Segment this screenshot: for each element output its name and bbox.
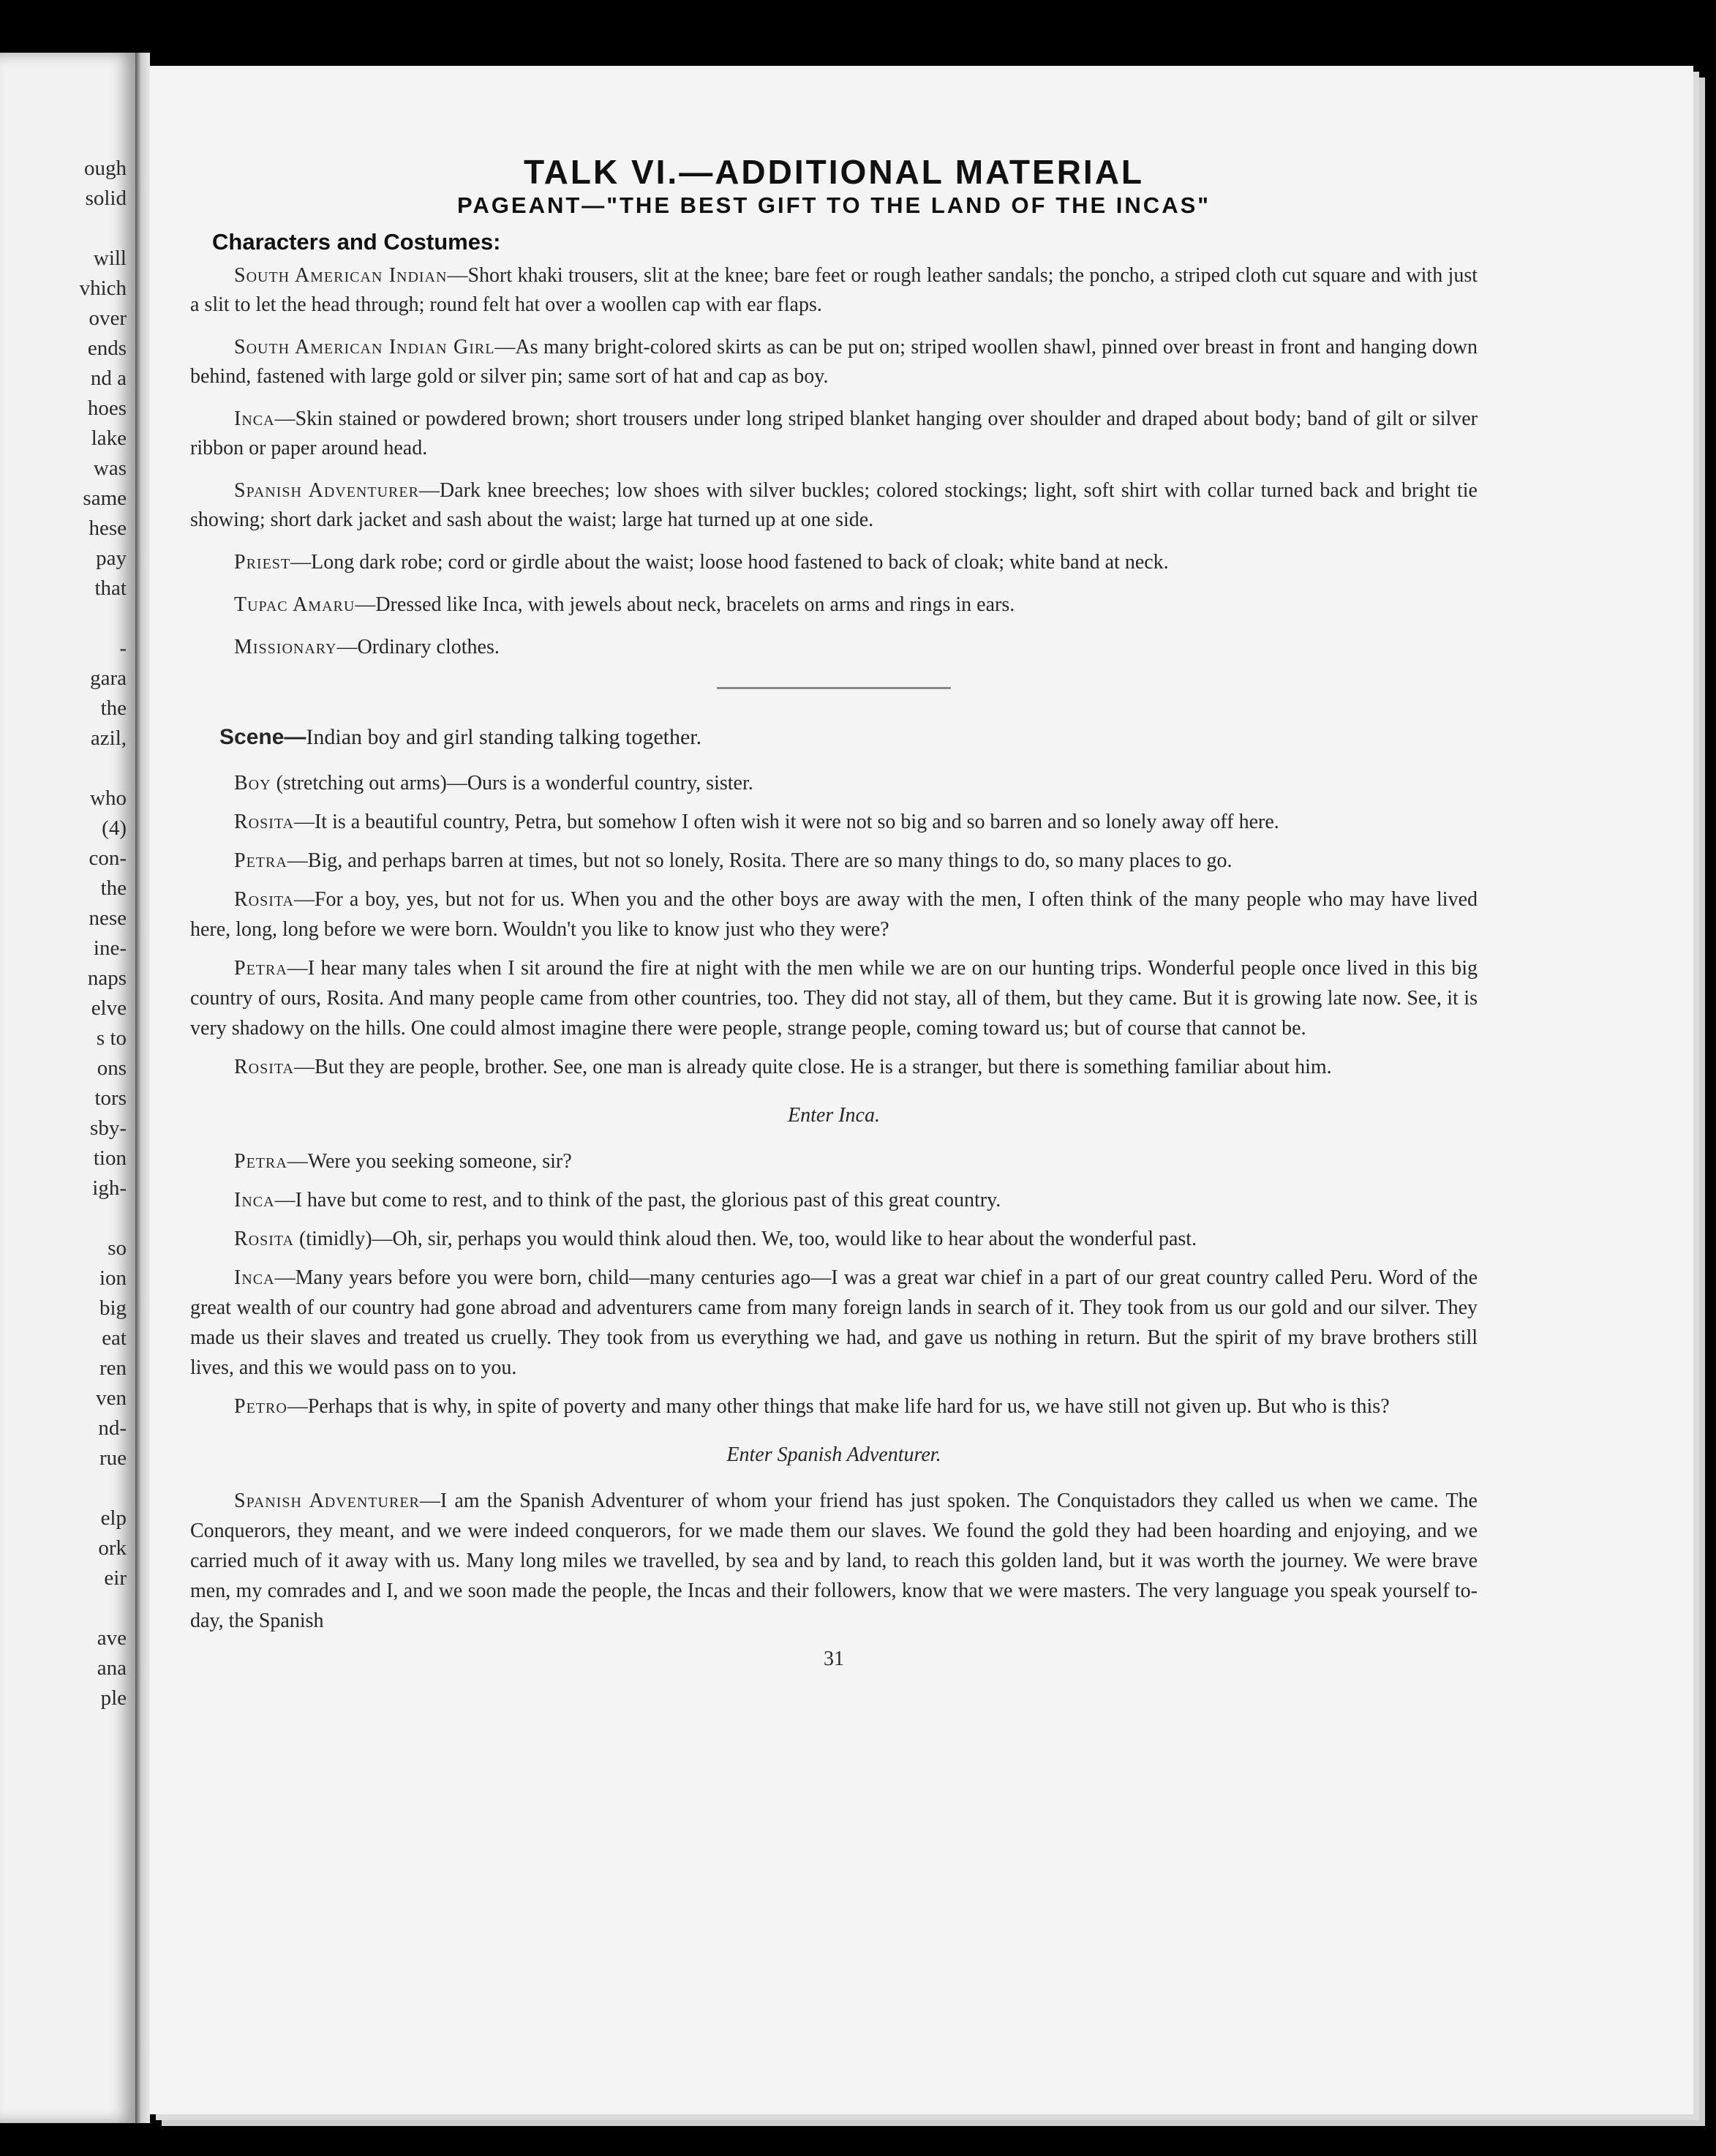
dialogue-line [190, 1263, 1478, 1383]
left-page-fragment: who [90, 786, 127, 810]
dialogue-line [190, 846, 1478, 876]
left-page-fragment: (4) [102, 816, 127, 840]
section-divider [717, 687, 951, 689]
dialogue-line [190, 1224, 1478, 1254]
left-page-fragment: ends [87, 337, 127, 360]
left-page-fragment: big [99, 1296, 127, 1320]
left-page-fragment: ana [97, 1656, 127, 1680]
dialogue-text: —I am the Spanish Adventurer of whom your friend has just spoken. The Conquistadors they called us when we came. The Conquerors, they meant, and we were indeed conquerors, for we made them our slaves. We found the gold they had been hoarding and enjoying, and we carried much of it away with us. Many long miles we travelled, by sea and by land, to reach this golden land, but it was worth the journey. We were brave men, my comrades and I, and we soon made the people, the Incas and their followers, know that we were masters. The very language you speak yourself to-day, the Spanish [190, 1490, 1478, 1632]
character-name: South American Indian [234, 264, 448, 287]
left-page-fragment: was [93, 457, 127, 480]
left-page-fragment: over [89, 307, 127, 330]
speaker-name: Petra [234, 957, 287, 980]
left-page-fragment: hoes [87, 397, 127, 420]
scene-label: Scene— [219, 725, 306, 749]
left-page-fragment: that [94, 576, 127, 600]
page-content [190, 153, 1478, 1674]
page-number: 31 [824, 1648, 844, 1670]
dialogue-text: —But they are people, brother. See, one man is already quite close. He is a stranger, but there is something familiar about him. [293, 1056, 1332, 1078]
speaker-name: Rosita [234, 811, 294, 833]
character-entry [190, 633, 1478, 662]
left-page-fragment: nese [89, 906, 127, 930]
speaker-name: Petro [234, 1395, 287, 1418]
left-page-fragment: tors [94, 1086, 127, 1110]
characters-list [190, 261, 1478, 662]
page-subtitle: PAGEANT—"THE BEST GIFT TO THE LAND OF THE INCAS" [457, 192, 1211, 218]
dialogue-line [190, 807, 1478, 837]
scene-text: Indian boy and girl standing talking together. [306, 725, 702, 749]
character-name: Inca [234, 407, 275, 430]
character-costume: —Dark knee breeches; low shoes with silver buckles; colored stockings; light, soft shirt with collar turned back and bright tie showing; short dark jacket and sash about the waist; large hat turned up at one side. [190, 479, 1478, 531]
dialogue-line [190, 884, 1478, 944]
character-name: Tupac Amaru [234, 593, 355, 616]
book-gutter [135, 53, 150, 2123]
speaker-name: Rosita [234, 1228, 294, 1250]
stage-direction: Enter Spanish Adventurer. [726, 1443, 941, 1466]
left-page-fragment: hese [89, 517, 127, 540]
dialogue-text: —For a boy, yes, but not for us. When you and the other boys are away with the men, I often think of the many people who may have lived here, long, long before we were born. Wouldn't you like to know just who they were? [190, 888, 1478, 941]
left-page-fragment: so [108, 1236, 127, 1260]
left-page-fragment: sby- [90, 1116, 127, 1140]
left-page-fragment: ave [97, 1626, 127, 1650]
speaker-name: Petra [234, 849, 287, 872]
left-page-fragment: nd a [90, 367, 127, 390]
scene-description [219, 723, 1478, 752]
characters-heading: Characters and Costumes: [212, 229, 501, 255]
character-costume: —Skin stained or powdered brown; short trousers under long striped blanket hanging over shoulder and draped about body; band of gilt or silver ribbon or paper around head. [190, 407, 1478, 459]
left-page-fragment: pay [96, 546, 127, 570]
left-page-fragment: rue [99, 1446, 127, 1470]
dialogue-text: —I have but come to rest, and to think of the past, the glorious past of this great country. [274, 1189, 1001, 1212]
left-page-fragment: igh- [92, 1176, 127, 1200]
speaker-name: Inca [234, 1189, 275, 1212]
speaker-name: Spanish Adventurer [234, 1490, 420, 1512]
character-name: Missionary [234, 636, 337, 658]
left-page-fragment: ough [84, 157, 127, 180]
stage-direction: Enter Inca. [788, 1104, 880, 1127]
left-page-fragment: ren [99, 1356, 127, 1380]
left-page-fragment: eat [102, 1326, 127, 1350]
dialogue-text: (timidly)—Oh, sir, perhaps you would think aloud then. We, too, would like to hear about the wonderful past. [293, 1228, 1197, 1250]
left-page-fragment: lake [91, 427, 127, 450]
left-page-fragment: tion [93, 1146, 127, 1170]
left-facing-page [0, 53, 135, 2123]
character-entry [190, 548, 1478, 577]
dialogue-text: —It is a beautiful country, Petra, but somehow I often wish it were not so big and so barren and so lonely away off here. [293, 811, 1279, 833]
speaker-name: Inca [234, 1266, 275, 1289]
dialogue-line [190, 1185, 1478, 1215]
character-entry [190, 261, 1478, 320]
left-page-fragment: nd- [98, 1416, 127, 1440]
left-page-fragment: elve [91, 996, 127, 1020]
dialogue-line [190, 953, 1478, 1043]
dialogue-text: (stretching out arms)—Ours is a wonderful country, sister. [271, 772, 753, 795]
character-costume: —Ordinary clothes. [336, 636, 500, 658]
dialogue-block-1 [190, 768, 1478, 1082]
left-page-fragment: azil, [90, 726, 127, 750]
left-page-fragment: s to [96, 1026, 127, 1050]
speaker-name: Boy [234, 772, 271, 795]
dialogue-text: —Many years before you were born, child—many centuries ago—I was a great war chief in a part of our great country called Peru. Word of the great wealth of our country had gone abroad and adventurers came from many foreign lands in search of it. They took from us our gold and our silver. They made us their slaves and treated us cruelly. They took from us everything we had, and gave us nothing in return. But the spirit of my brave brothers still lives, and this we would pass on to you. [190, 1266, 1478, 1379]
left-page-fragment: gara [90, 666, 127, 690]
character-costume: —Dressed like Inca, with jewels about neck, bracelets on arms and rings in ears. [355, 593, 1015, 616]
left-page-fragment: solid [85, 187, 127, 210]
left-page-fragment: the [100, 876, 127, 900]
character-name: Priest [234, 551, 291, 574]
page-title: TALK VI.—ADDITIONAL MATERIAL [523, 153, 1145, 191]
left-page-fragment: ion [99, 1266, 127, 1290]
left-page-fragment: ine- [93, 936, 127, 960]
character-entry [190, 590, 1478, 620]
character-costume: —Long dark robe; cord or girdle about the waist; loose hood fastened to back of cloak; white band at neck. [290, 551, 1169, 574]
dialogue-text: —Were you seeking someone, sir? [287, 1150, 572, 1173]
dialogue-block-3 [190, 1486, 1478, 1636]
left-page-fragment: eir [104, 1566, 127, 1590]
dialogue-line [190, 768, 1478, 798]
left-page-fragment: ple [100, 1686, 127, 1710]
speaker-name: Petra [234, 1150, 287, 1173]
character-costume: —Short khaki trousers, slit at the knee; bare feet or rough leather sandals; the poncho, a striped cloth cut square and with just a slit to let the head through; round felt hat over a woollen cap with ear flaps. [190, 264, 1478, 316]
character-name: South American Indian Girl [234, 336, 495, 358]
dialogue-text: —Big, and perhaps barren at times, but not so lonely, Rosita. There are so many things to do, so many places to go. [287, 849, 1233, 872]
character-entry [190, 333, 1478, 391]
left-page-fragment: con- [89, 846, 127, 870]
dialogue-block-2 [190, 1146, 1478, 1421]
character-name: Spanish Adventurer [234, 479, 419, 502]
left-page-fragment: - [119, 636, 127, 660]
dialogue-line [190, 1146, 1478, 1176]
left-page-fragment: vhich [79, 277, 127, 300]
character-entry [190, 405, 1478, 463]
speaker-name: Rosita [234, 888, 294, 911]
dialogue-text: —I hear many tales when I sit around the fire at night with the men while we are on our hunting trips. Wonderful people once lived in this big country of ours, Rosita. And many people came from other countries, too. They did not stay, all of them, but they came. But it is growing late now. See, it is very shadowy on the hills. One could almost imagine there were people, strange people, coming toward us; but of course that cannot be. [190, 957, 1478, 1040]
left-page-fragment: elp [100, 1506, 127, 1530]
dialogue-text: —Perhaps that is why, in spite of poverty and many other things that make life hard for us, we have still not given up. But who is this? [287, 1395, 1390, 1418]
left-page-fragment: ork [98, 1536, 127, 1560]
left-page-fragment: ons [97, 1056, 127, 1080]
character-costume: —As many bright-colored skirts as can be put on; striped woollen shawl, pinned over breast in front and hanging down behind, fastened with large gold or silver pin; same sort of hat and cap as boy. [190, 336, 1478, 388]
dialogue-line [190, 1486, 1478, 1636]
dialogue-line [190, 1052, 1478, 1082]
left-page-fragment: ven [96, 1386, 127, 1410]
left-page-fragment: will [93, 247, 127, 270]
speaker-name: Rosita [234, 1056, 294, 1078]
dialogue-line [190, 1391, 1478, 1421]
left-page-fragment: same [83, 487, 127, 510]
character-entry [190, 476, 1478, 535]
left-page-fragment: naps [87, 966, 127, 990]
left-page-fragment: the [100, 696, 127, 720]
